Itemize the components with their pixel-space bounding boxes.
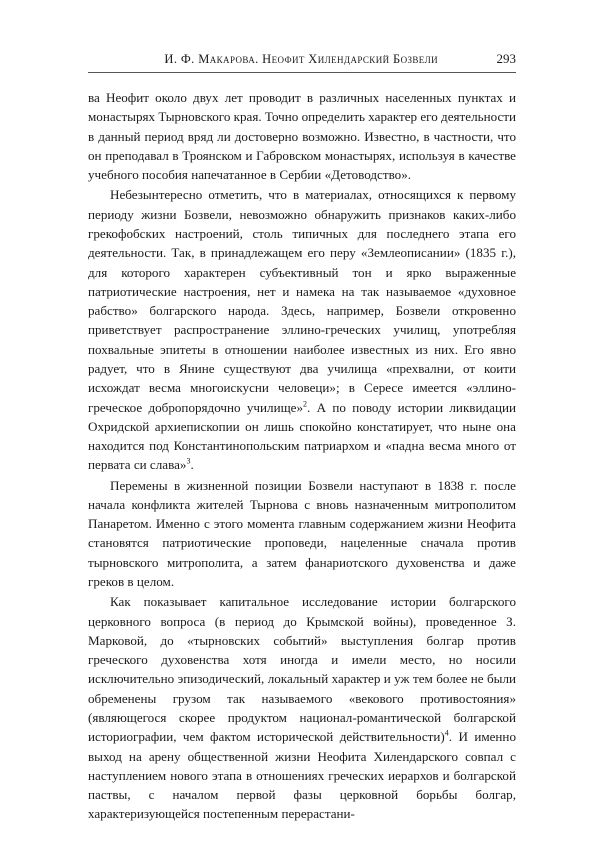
footnote-marker[interactable]: 4 xyxy=(444,728,449,738)
paragraph-text: . А по поводу истории ликвидации Охридской архиепископии он лишь спокойно констатирует, что ныне она находится под Константинопольским патриархом и «падна весма много от первата си слава» xyxy=(88,399,516,473)
paragraph-text: Небезынтересно отметить, что в материалах, относящихся к первому периоду жизни Бозвели, невозможно обнаружить признаков каких-либо грекофобских настроений, столь типичных для последнего этапа его деятельности. Так, в принадлежащем его перу «Землеописании» (1835 г.), для которого характерен субъективный тон и ярко выраженные патриотические настроения, нет и намека на так называемое «духовное рабство» болгарского народа. Здесь, например, Бозвели откровенно приветствует распространение эллино-греческих училищ, употребляя похвальные эпитеты в отношении наиболее известных из них. Его явно радует, что в Янине существуют два училища «прехвални, от коити исхождат весма многоискусни человеци»; в Сересе имеется «эллино-греческое добропорядочно училище» xyxy=(88,187,516,415)
paragraph: Перемены в жизненной позиции Бозвели наступают в 1838 г. после начала конфликта жителей Тырнова с вновь назначенным митрополитом Панаретом. Именно с этого момента главным содержанием жизни Неофита становятся патриотические проповеди, нацеленные сначала против тырновского митрополита, а затем фанариотского духовенства и даже греков в целом. xyxy=(88,477,516,590)
paragraph-text: Как показывает капитальное исследование истории болгарского церковного вопроса (в период до Крымской войны), проведенное З. Марковой, до «тырновских событий» выступления болгар против греческого духовенства хотя иногда и имели место, но носили исключительно эпизодический, локальный характер и уж тем более не были обременены грузом так называемого «векового противостояния» (являющегося скорее продуктом национал-романтической болгарской историографии, чем фактом исторической действительности) xyxy=(88,594,516,745)
paragraph xyxy=(88,185,516,474)
text-body xyxy=(88,88,516,824)
paragraph xyxy=(88,592,516,823)
paragraph-text: . xyxy=(190,457,194,473)
paragraph-text: . И именно выход на арену общественной жизни Неофита Хилендарского совпал с наступлением нового этапа в отношениях греческих иерархов и болгарской паствы, с началом первой фазы церковной борьбы болгар, характеризующейся постепенным перерастани- xyxy=(88,729,516,822)
footnote-marker[interactable]: 3 xyxy=(186,456,191,466)
running-head xyxy=(88,50,516,73)
page-number: 293 xyxy=(496,51,516,66)
footnote-marker[interactable]: 2 xyxy=(303,399,308,409)
paragraph: ва Неофит около двух лет проводит в различных населенных пунктах и монастырях Тырновского края. Точно определить характер его деятельности в данный период вряд ли достоверно возможно. Известно, в частности, что он преподавал в Троянском и Габровском монастырях, используя в качестве учебного пособия напечатанное в Сербии «Детоводство». xyxy=(88,90,517,183)
running-title: И. Ф. Макарова. Неофит Хилендарский Бозвели xyxy=(164,52,438,66)
